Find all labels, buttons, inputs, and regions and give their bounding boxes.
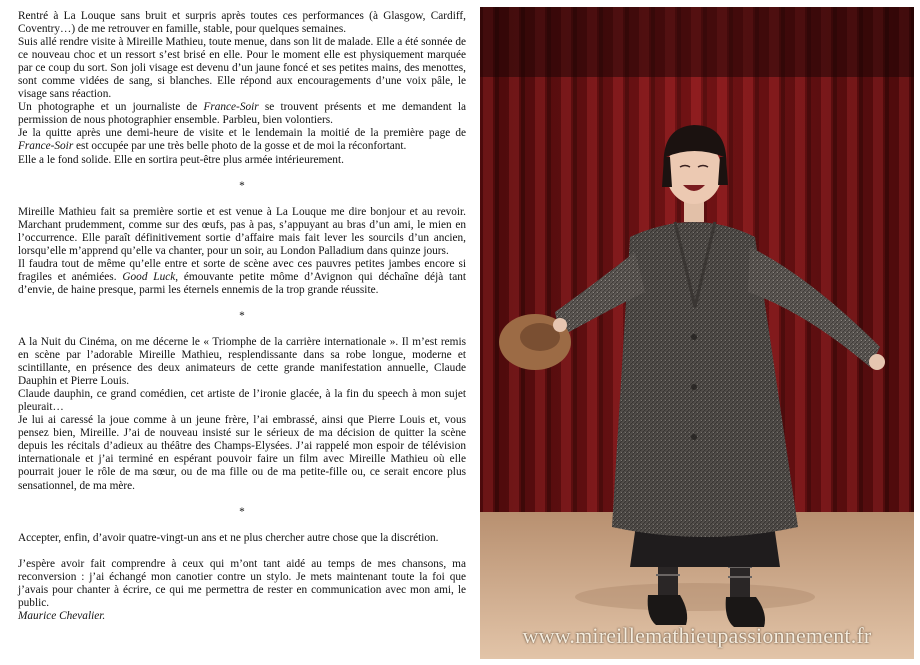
paragraph-text: se trouvent présents et me demandent la permission de nous photographier ensemble. Parbleu, bien volontiers. [18,101,466,127]
paragraph-text: est occupée par une très belle photo de la gosse et de moi la réconfortant. [73,140,407,153]
stage-scene-illustration [480,7,914,659]
author-signature: Maurice Chevalier. [18,609,106,622]
paragraph-text: Un photographe et un journaliste de [18,101,204,114]
website-watermark: www.mireillemathieupassionnement.fr [522,623,872,648]
paragraph: Mireille Mathieu fait sa première sortie et est venue à La Louque me dire bonjour et au revoir. Marchant prudemment, comme sur des œufs, pas à pas, s’appuyant au bras d’un ami, le mien en l’occurrence. Elle paraît définitivement sortie d’affaire mais fait lever les sourcils d’un ancien, lorsqu’elle m’apprend qu’elle va chanter, pour un soir, au London Palladium dans quinze jours. [18,205,466,257]
paragraph: Je lui ai caressé la joue comme à un jeune frère, l’ai embrassé, ainsi que Pierre Louis et, vous pensez bien, Mireille. J’ai de nouveau insisté sur le sérieux de ma décision de quitter la scène depuis les récitals d’adieux au théâtre des Champs-Elysées. J’ai rappelé mon espoir de télévision internationale et j’ai terminé en espérant pouvoir faire un film avec Mireille Mathieu où elle pourrait jouer le rôle de ma sœur, ou de ma fille ou de ma petite-fille ou, ce serait encore plus sensationnel, de ma mère. [18,414,466,492]
paragraph [18,258,466,297]
paragraph-text: Il faudra tout de même qu’elle entre et sorte de scène avec ces pauvres petites jambes encore si fragiles et anémiées. [18,257,466,283]
performer-photo [480,7,914,659]
paragraph: Rentré à La Louque sans bruit et surpris après toutes ces performances (à Glasgow, Cardiff, Coventry…) de me retrouver en famille, stable, pour quelques semaines. [18,10,466,36]
paragraph: Claude dauphin, ce grand comédien, cet artiste de l’ironie glacée, à la fin du speech à mon sujet pleurait… [18,388,466,414]
paragraph [18,101,466,127]
paragraph: J’espère avoir fait comprendre à ceux qui m’ont tant aidé au temps de mes chansons, ma reconversion : j’ai échangé mon canotier contre un stylo. Je mets maintenant toute la foi que j’avais pour chanter à écrire, ce qui me permettra de rester en communication avec mon ami, le public. [18,557,466,609]
paragraph: Suis allé rendre visite à Mireille Mathieu, toute menue, dans son lit de malade. Elle a été sonnée de ce nouveau choc et un ressort s’est brisé en elle. Pour le moment elle est physiquement marquée par ce coup du sort. Son joli visage est devenu d’un jaune foncé et ses petites mains, des menottes, sont comme vidées de sang, si blanches. Elle répond aux encouragements d’une voix pâle, le visage sans réaction. [18,36,466,101]
paragraph [18,127,466,153]
newspaper-name: France-Soir [203,101,259,114]
section-separator: * [239,505,245,518]
paragraph: Elle a le fond solide. Elle en sortira peut-être plus armée intérieurement. [18,153,344,166]
section-separator: * [239,179,245,192]
paragraph-text: , émouvante petite môme d’Avignon qui déchaîne déjà tant d’envie, de haine presque, parmi les éternels ennemis de la trop grande réussite. [18,270,466,296]
paragraph-text: Je la quitte après une demi-heure de visite et le lendemain la moitié de la première page de [18,127,466,140]
paragraph: A la Nuit du Cinéma, on me décerne le « Triomphe de la carrière internationale ». Il m’est remis en scène par l’adorable Mireille Mathieu, resplendissante dans sa robe longue, moderne et scintillante, en présence des deux animateurs de cette grande manifestation annuelle, Claude Dauphin et Pierre Louis. [18,335,466,388]
paragraph: Accepter, enfin, d’avoir quatre-vingt-un ans et ne plus chercher autre chose que la discrétion. [18,531,439,544]
article-text [18,10,466,660]
section-separator: * [239,309,245,322]
newspaper-name: France-Soir [18,140,74,153]
emphasis: Good Luck [122,270,176,283]
